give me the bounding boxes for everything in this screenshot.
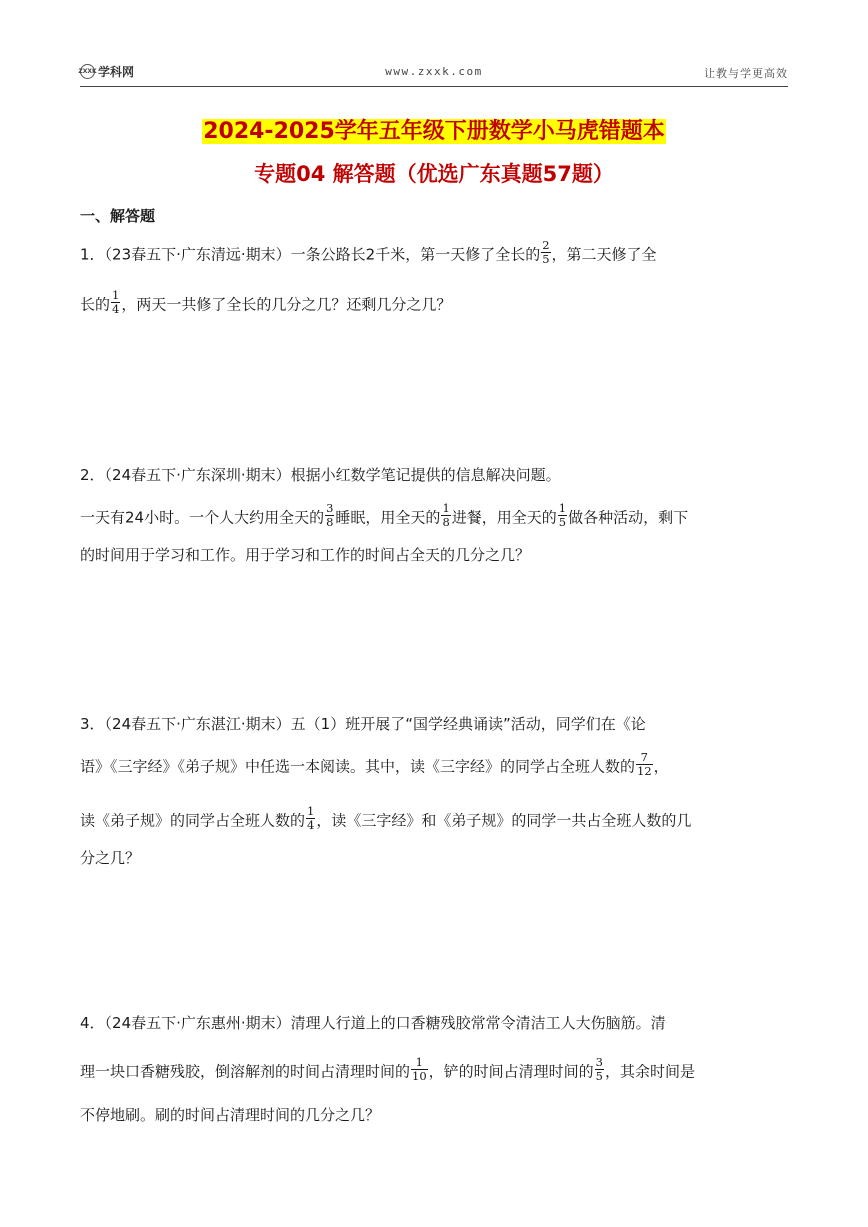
header-divider	[80, 86, 788, 87]
section-heading: 一、解答题	[80, 207, 156, 225]
fraction: $\frac{1}{4}$	[307, 804, 315, 832]
question-text: 一天有24小时。一个人大约用全天的	[80, 508, 325, 527]
fraction: $\frac{1}{4}$	[112, 288, 120, 316]
fraction: $\frac{3}{5}$	[595, 1055, 603, 1083]
question-text: ，第二天修了全	[551, 245, 657, 264]
question-text: ，两天一共修了全长的几分之几？还剩几分之几？	[121, 295, 452, 314]
fraction: $\frac{1}{5}$	[558, 501, 567, 529]
question-text: 的时间用于学习和工作。用于学习和工作的时间占全天的几分之几？	[80, 546, 531, 564]
page-title: 2024-2025学年五年级下册数学小马虎错题本	[203, 119, 665, 144]
question-text: 读《弟子规》的同学占全班人数的	[80, 811, 306, 830]
question-text: ，其余时间是	[605, 1062, 696, 1081]
slogan: 让教与学更高效	[704, 67, 788, 80]
page-header	[80, 62, 788, 86]
fraction: $\frac{1}{10}$	[412, 1055, 427, 1083]
question-text: 睡眠，用全天的	[335, 508, 441, 527]
logo-text: 学科网	[98, 65, 135, 79]
question-text: 语》《三字经》《弟子规》中任选一本阅读。其中，读《三字经》的同学占全班人数的	[80, 757, 636, 776]
site-url[interactable]: www.zxxk.com	[385, 65, 483, 78]
question-text: 4．（24春五下·广东惠州·期末）清理人行道上的口香糖残胶常常令清洁工人大伤脑筋。清	[80, 1014, 666, 1032]
fraction: $\frac{1}{8}$	[442, 501, 450, 529]
question-text: 做各种活动，剩下	[568, 508, 689, 527]
fraction: $\frac{3}{8}$	[326, 501, 334, 529]
question-text: 1．（23春五下·广东清远·期末）一条公路长2千米，第一天修了全长的	[80, 245, 541, 264]
fraction: $\frac{7}{12}$	[637, 750, 652, 778]
page-subtitle: 专题04 解答题（优选广东真题57题）	[254, 162, 614, 186]
logo-mark-icon: ZXXK	[80, 64, 95, 79]
question-text: 长的	[80, 295, 111, 314]
question-text: ，读《三字经》和《弟子规》的同学一共占全班人数的几	[316, 811, 692, 830]
question-text: ，	[653, 757, 669, 776]
question-text: 理一块口香糖残胶，倒溶解剂的时间占清理时间的	[80, 1062, 411, 1081]
fraction: $\frac{2}{5}$	[542, 238, 550, 266]
question-text: ，铲的时间占清理时间的	[428, 1062, 594, 1081]
question-text: 3．（24春五下·广东湛江·期末）五（1）班开展了“国学经典诵读”活动，同学们在《论	[80, 715, 646, 733]
question-text: 分之几？	[80, 849, 141, 867]
question-text: 进餐，用全天的	[451, 508, 557, 527]
question-text: 2．（24春五下·广东深圳·期末）根据小红数学笔记提供的信息解决问题。	[80, 466, 561, 484]
question-text: 不停地刷。刷的时间占清理时间的几分之几？	[80, 1106, 381, 1124]
